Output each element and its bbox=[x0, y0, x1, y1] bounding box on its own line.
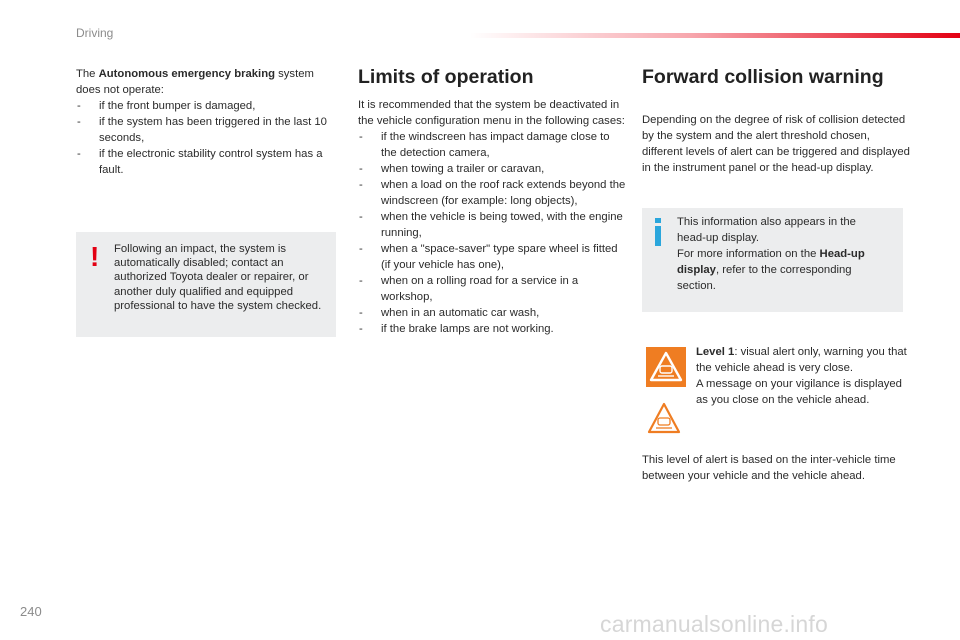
fcw-title: Forward collision warning bbox=[642, 66, 884, 88]
list-item: - when a "space-saver" type spare wheel is fitted (if your vehicle has one), bbox=[358, 241, 626, 273]
level-1-term: Level 1 bbox=[696, 346, 735, 358]
limits-title: Limits of operation bbox=[358, 66, 534, 88]
info-text: This information also appears in the head-up display. For more information on the Head-up display, refer to the corresponding section. bbox=[677, 216, 865, 292]
fcw-intro: Depending on the degree of risk of collision detected by the system and the alert threshold chosen, different levels of alert can be triggered and displayed in the instrument panel or the head-up display. bbox=[642, 114, 910, 174]
list-item: - when towing a trailer or caravan, bbox=[358, 161, 626, 177]
limits-list bbox=[358, 129, 626, 337]
hud-term: Head-up display bbox=[677, 248, 865, 276]
aeb-term: Autonomous emergency braking bbox=[98, 68, 275, 80]
list-item: - if the windscreen has impact damage close to the detection camera, bbox=[358, 129, 626, 161]
warning-box bbox=[76, 232, 336, 337]
list-item: - when the vehicle is being towed, with the engine running, bbox=[358, 209, 626, 241]
aeb-conditions-list bbox=[76, 98, 338, 178]
watermark: carmanualsonline.info bbox=[600, 611, 828, 637]
level-1-description: Level 1: visual alert only, warning you that the vehicle ahead is very close. A message on your vigilance is displayed as you close on the vehicle ahead. bbox=[696, 346, 907, 406]
page-number: 240 bbox=[20, 604, 42, 619]
column-2 bbox=[358, 66, 626, 337]
aeb-intro: The Autonomous emergency braking system does not operate: bbox=[76, 68, 314, 96]
list-item: - when on a rolling road for a service in a workshop, bbox=[358, 273, 626, 305]
warning-text: Following an impact, the system is automatically disabled; contact an authorized Toyota dealer or repairer, or another duly qualified and equipped professional to have the system checked. bbox=[114, 243, 322, 312]
list-item: - when a load on the roof rack extends beyond the windscreen (for example: long objects), bbox=[358, 177, 626, 209]
list-item: - if the brake lamps are not working. bbox=[358, 321, 626, 337]
column-1 bbox=[76, 66, 338, 178]
section-label: Driving bbox=[76, 26, 114, 40]
level-basis-text: This level of alert is based on the inter-vehicle time between your vehicle and the vehicle ahead. bbox=[642, 454, 896, 482]
header-rule bbox=[470, 33, 960, 38]
collision-alert-filled-icon bbox=[646, 347, 686, 387]
limits-intro: It is recommended that the system be deactivated in the vehicle configuration menu in the following cases: bbox=[358, 99, 625, 127]
info-box bbox=[642, 208, 903, 312]
exclamation-icon: ! bbox=[90, 241, 100, 272]
list-item: - if the system has been triggered in the last 10 seconds, bbox=[76, 114, 338, 146]
list-item: - if the front bumper is damaged, bbox=[76, 98, 338, 114]
collision-alert-outline-icon bbox=[646, 400, 682, 436]
list-item: - if the electronic stability control system has a fault. bbox=[76, 146, 338, 178]
column-3 bbox=[642, 66, 912, 176]
info-icon bbox=[652, 218, 664, 248]
list-item: - when in an automatic car wash, bbox=[358, 305, 626, 321]
